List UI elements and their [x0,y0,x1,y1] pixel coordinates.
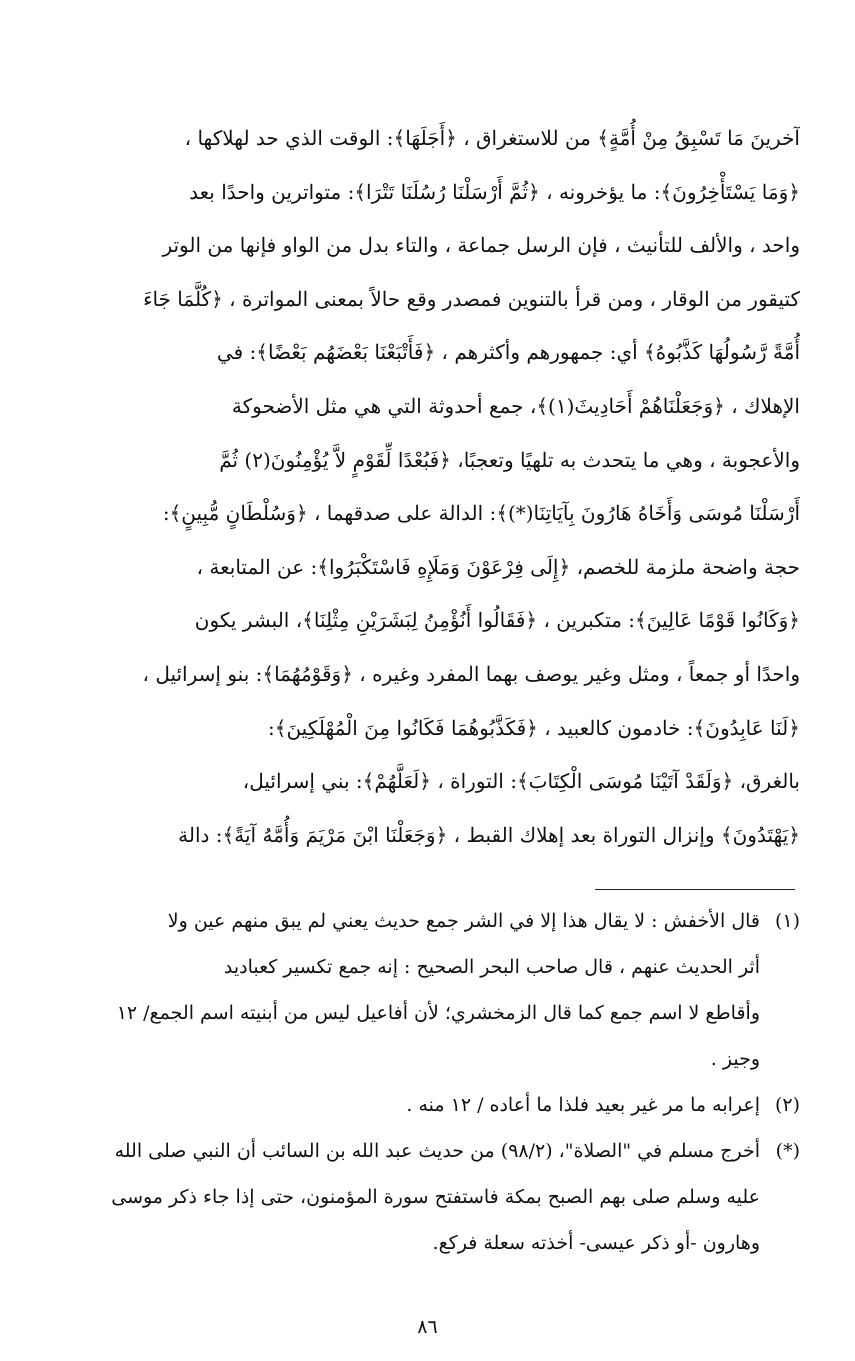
footnote-line: عليه وسلم صلى بهم الصبح بمكة فاستفتح سورة المؤمنون، حتى إذا جاء ذكر موسى [111,1186,760,1208]
footnote-marker: (٢) [774,1094,800,1116]
footnote-line: وجيز . [710,1048,760,1070]
body-line: أُمَّةً رَّسُولُهَا كَذَّبُوهُ﴾ أي: جمهورهم وأكثرهم ، ﴿فَأَتْبَعْنَا بَعْضَهُم بَعْضًا﴾: في [216,340,800,365]
page-number: ٨٦ [417,1316,438,1338]
body-line: واحدًا أو جمعاً ، ومثل وغير يوصف بهما المفرد وغيره ، ﴿وَقَوْمُهُمَا﴾: بنو إسرائيل ، [142,661,800,686]
body-line: ﴿وَمَا يَسْتَأْخِرُونَ﴾: ما يؤخرونه ، ﴿ثُمَّ أَرْسَلْنَا رُسُلَنَا تَتْرَا﴾: متواترين واحدًا بعد [189,179,800,204]
body-line: حجة واضحة ملزمة للخصم، ﴿إِلَى فِرْعَوْنَ وَمَلَإِهِ فَاسْتَكْبَرُوا﴾: عن المتابعة ، [196,554,800,579]
body-line: ﴿لَنَا عَابِدُونَ﴾: خادمون كالعبيد ، ﴿فَكَذَّبُوهُمَا فَكَانُوا مِنَ الْمُهْلَكِينَ﴾: [267,715,800,740]
tafsir-body-text [72,112,800,862]
footnote-star [72,1128,800,1266]
footnote-text [72,1082,760,1128]
footnote-2 [72,1082,800,1128]
footnote-line: أثر الحديث عنهم ، قال صاحب البحر الصحيح : إنه جمع تكسير كعباديد [223,956,760,978]
footnote-text [72,898,760,1082]
footnote-marker: (*) [775,1140,800,1162]
footnotes [72,898,800,1266]
footnote-1 [72,898,800,1082]
footnote-line: قال الأخفش : لا يقال هذا إلا في الشر جمع حديث يعني لم يبق منهم عين ولا [167,910,760,932]
footnote-line: وأقاطع لا اسم جمع كما قال الزمخشري؛ لأن أفاعيل ليس من أبنيته اسم الجمع/ ١٢ [116,1002,760,1024]
body-line: ﴿يَهْتَدُونَ﴾ وإنزال التوراة بعد إهلاك القبط ، ﴿وَجَعَلْنَا ابْنَ مَرْيَمَ وَأُمَّهُ آيَةً﴾: دالة [178,822,800,847]
footnote-divider [595,889,795,890]
footnote-text [72,1128,760,1266]
footnote-line: إعرابه ما مر غير بعيد فلذا ما أعاده / ١٢ منه . [406,1094,760,1116]
footnote-line: أخرج مسلم في "الصلاة"، (٩٨/٢) من حديث عبد الله بن السائب أن النبي صلى الله [114,1140,760,1162]
body-line: كتيقور من الوقار ، ومن قرأ بالتنوين فمصدر وقع حالاً بمعنى المواترة ، ﴿كُلَّمَا جَاءَ [143,286,800,311]
body-line: والأعجوبة ، وهي ما يتحدث به تلهيًا وتعجبًا، ﴿فَبُعْدًا لِّقَوْمٍ لاَّ يُؤْمِنُونَ(٢) ثُمَّ [219,447,800,472]
body-line: ﴿وَكَانُوا قَوْمًا عَالِينَ﴾: متكبرين ، ﴿فَقَالُوا أَنُؤْمِنُ لِبَشَرَيْنِ مِثْلِنَا﴾، البشر يكون [194,608,800,633]
body-line: بالغرق، ﴿وَلَقَدْ آتَيْنَا مُوسَى الْكِتَابَ﴾: التوراة ، ﴿لَعَلَّهُمْ﴾: بني إسرائيل، [242,769,800,794]
body-line: الإهلاك ، ﴿وَجَعَلْنَاهُمْ أَحَادِيثَ(١)﴾، جمع أحدوثة التي هي مثل الأضحوكة [231,393,800,418]
footnote-marker: (١) [774,910,800,932]
footnote-line: وهارون -أو ذكر عيسى- أخذته سعلة فركع. [432,1232,760,1254]
body-line: آخرينَ مَا تَسْبِقُ مِنْ أُمَّةٍ﴾ من للاستغراق ، ﴿أَجَلَهَا﴾: الوقت الذي حد لهلاكها ، [184,126,800,150]
body-line: واحد ، والألف للتأنيث ، فإن الرسل جماعة ، والتاء بدل من الواو فإنها من الوتر [162,233,800,258]
body-line: أَرْسَلْنَا مُوسَى وَأَخَاهُ هَارُونَ بِآيَاتِنَا(*)﴾: الدالة على صدقهما ، ﴿وَسُلْطَانٍ مُّبِينٍ﴾: [162,501,800,526]
